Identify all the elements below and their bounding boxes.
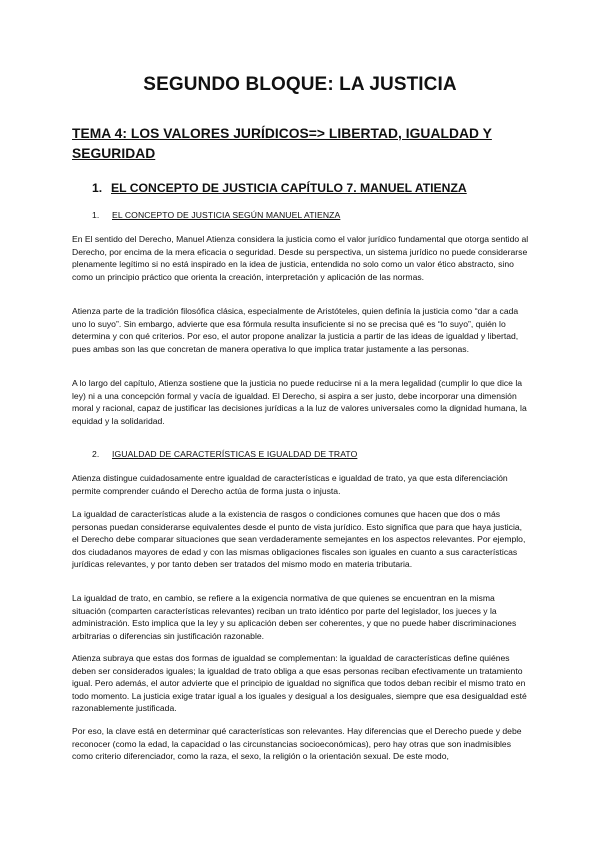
- paragraph: Atienza distingue cuidadosamente entre igualdad de características e igualdad de trato, ya que esta diferenciación permite comprender cuándo el Derecho actúa de forma justa o injusta.: [72, 473, 508, 496]
- subsection-label: IGUALDAD DE CARACTERÍSTICAS E IGUALDAD DE TRATO: [112, 449, 358, 459]
- paragraph: Atienza parte de la tradición filosófica clásica, especialmente de Aristóteles, quien definía la justicia como “dar a cada uno lo suyo”. Sin embargo, advierte que esa fórmula resulta insuficiente si no se precisa qué es “lo suyo”, quién lo determina y con qué criterios. Por eso, el autor propone analizar la justicia a partir de las ideas de igualdad y libertad, pues ambas son las que concretan de manera operativa lo que implica tratar justamente a las personas.: [72, 306, 519, 354]
- paragraph: La igualdad de trato, en cambio, se refiere a la exigencia normativa de que quienes se encuentran en la misma situación (comparten características relevantes) reciban un trato idéntico por parte del legislador, los jueces y la administración. Esto implica que la ley y su aplicación deben ser coherentes, y que no puede haber discriminaciones arbitrarias o diferencias sin justificación razonable.: [72, 593, 517, 641]
- subsection-heading-1: [92, 210, 340, 220]
- subsection-number: 2.: [92, 449, 100, 459]
- section-heading: [92, 181, 540, 195]
- paragraph: Por eso, la clave está en determinar qué características son relevantes. Hay diferencias que el Derecho puede y debe reconocer (como la edad, la capacidad o las circunstancias socioeconómicas), pero hay otras que son inadmisibles como criterio diferenciador, como la raza, el sexo, la religión o la orientación sexual. De este modo,: [72, 726, 522, 762]
- subsection-number: 1.: [92, 210, 100, 220]
- topic-heading: TEMA 4: LOS VALORES JURÍDICOS=> LIBERTAD, IGUALDAD Y SEGURIDAD: [72, 126, 492, 161]
- paragraph: En El sentido del Derecho, Manuel Atienza considera la justicia como el valor jurídico fundamental que otorga sentido al Derecho, por encima de la mera eficacia o seguridad. Desde su perspectiva, un sistema jurídico no puede considerarse plenamente legítimo si no está inspirado en la idea de justicia, entendida no solo como un valor ético abstracto, sino como un principio práctico que orienta la creación, interpretación y aplicación de las normas.: [72, 234, 529, 282]
- paragraph: Atienza subraya que estas dos formas de igualdad se complementan: la igualdad de características define quiénes deben ser considerados iguales; la igualdad de trato obliga a que esas personas reciban efectivamente un tratamiento igual. Pero además, el autor advierte que el principio de igualdad no significa que todos deban recibir el mismo trato en todo momento. La justicia exige tratar igual a los iguales y desigual a los desiguales, siempre que esa desigualdad esté razonablemente justificada.: [72, 653, 527, 714]
- section-label: EL CONCEPTO DE JUSTICIA CAPÍTULO 7. MANUEL ATIENZA: [111, 181, 467, 195]
- section-number: 1.: [92, 181, 103, 195]
- document-title: SEGUNDO BLOQUE: LA JUSTICIA: [143, 74, 457, 95]
- paragraph: La igualdad de características alude a la existencia de rasgos o condiciones comunes que hacen que dos o más personas puedan considerarse equivalentes desde el punto de vista jurídico. Esto significa que para que haya justicia, el Derecho debe comparar situaciones que sean verdaderamente semejantes en los aspectos relevantes. Por ejemplo, dos ciudadanos mayores de edad y con las mismas obligaciones fiscales son iguales en cuanto a sus características jurídicas relevantes, y por tanto deben ser tratados del mismo modo en materia tributaria.: [72, 509, 526, 570]
- subsection-heading-2: [92, 449, 357, 459]
- paragraph: A lo largo del capítulo, Atienza sostiene que la justicia no puede reducirse ni a la mera legalidad (cumplir lo que dice la ley) ni a una concepción formal y vacía de igualdad. El Derecho, si aspira a ser justo, debe incorporar una dimensión moral y racional, capaz de justificar las decisiones jurídicas a la luz de valores universales como la dignidad humana, la equidad y la solidaridad.: [72, 378, 527, 426]
- subsection-label: EL CONCEPTO DE JUSTICIA SEGÚN MANUEL ATIENZA: [112, 210, 341, 220]
